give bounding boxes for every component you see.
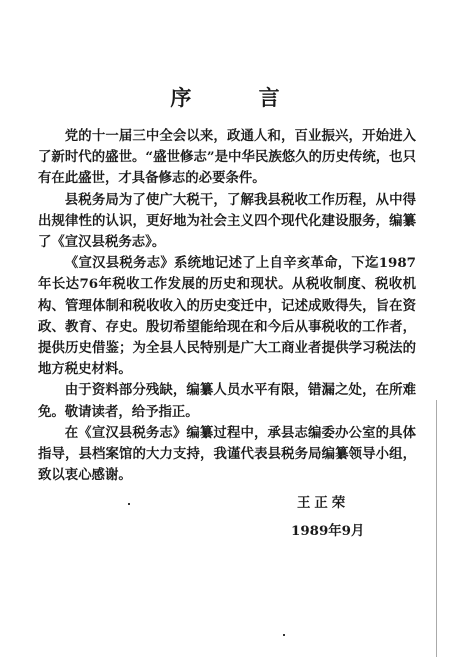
- preface-body: [38, 126, 416, 486]
- paragraph-5: 在《宣汉县税务志》编纂过程中，承县志编委办公室的具体指导，县档案馆的大力支持，我谨代表县税务局编纂领导小组，致以衷心感谢。: [38, 424, 416, 484]
- scan-speck: [128, 503, 130, 505]
- scan-speck: [283, 634, 285, 636]
- paragraph-4: 由于资料部分残缺，编纂人员水平有限，错漏之处，在所难免。敬请读者，给予指正。: [38, 382, 416, 420]
- author-signature: 王正荣: [297, 495, 350, 511]
- paragraph-2: 县税务局为了使广大税干，了解我县税收工作历程，从中得出规律性的认识，更好地为社会主义四个现代化建设服务，编纂了《宣汉县税务志》。: [38, 191, 416, 251]
- page-title: 序 言: [170, 85, 310, 110]
- scan-edge-line: [436, 400, 437, 657]
- paragraph-3: 《宣汉县税务志》系统地记述了上自辛亥革命，下迄1987年长达76年税收工作发展的历史和现状。从税收制度、税收机构、管理体制和税收收入的历史变迁中，记述成败得失，旨在资政、教育、存史。殷切希望能给现在和今后从事税收的工作者，提供历史借鉴；为全县人民特别是广大工商业者提供学习税法的地方税史材料。: [38, 255, 416, 378]
- paragraph-1: 党的十一届三中全会以来，政通人和，百业振兴，开始进入了新时代的盛世。“盛世修志”是中华民族悠久的历史传统，也只有在此盛世，才具备修志的必要条件。: [38, 128, 416, 187]
- signature-date: 1989年9月: [291, 523, 365, 539]
